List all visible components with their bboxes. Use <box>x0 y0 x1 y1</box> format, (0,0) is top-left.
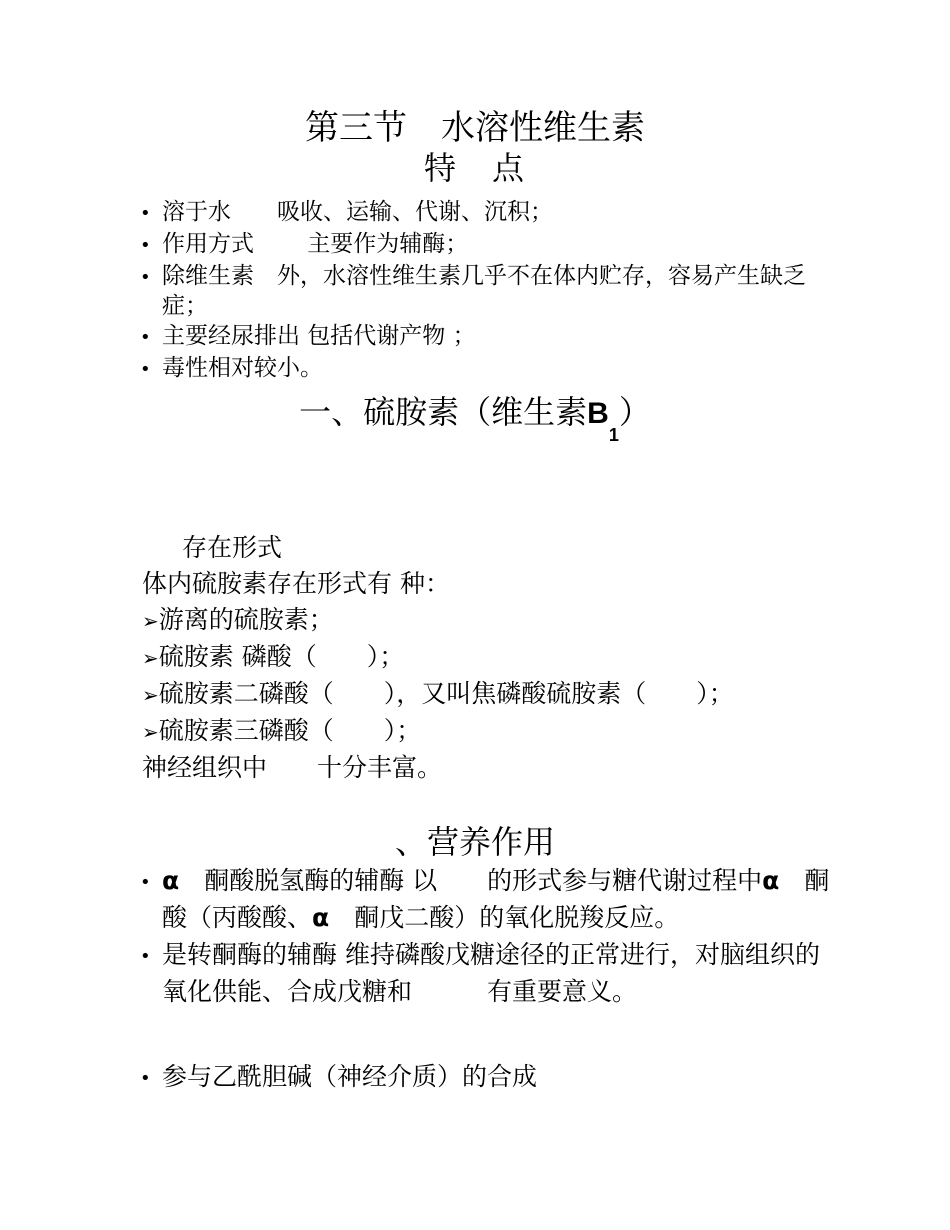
features-heading: 特 点 <box>423 149 526 187</box>
list-item <box>140 936 830 1010</box>
forms-note: 神经组织中 十分丰富。 <box>142 753 443 782</box>
form-text: 硫胺素三磷酸（ ）； <box>158 716 422 745</box>
feature-text: 作用方式 主要作为辅酶； <box>162 231 469 257</box>
alpha-symbol: α <box>312 903 330 932</box>
nutrition-text: 是转酮酶的辅酶 维持磷酸戊糖途径的正常进行，对脑组织的氧化供能、合成戊糖和 有重要意义。 <box>162 940 820 1006</box>
list-item <box>140 862 830 936</box>
nutrition-list <box>140 862 830 1010</box>
list-item <box>140 353 830 385</box>
heading-prefix: 一、硫胺素（维生素 <box>299 393 588 431</box>
heading-subscript: 1 <box>608 425 619 445</box>
bullet-icon: • <box>140 235 151 256</box>
alpha-symbol: α <box>162 866 180 895</box>
form-text: 硫胺素 磷酸（ ）； <box>158 642 405 671</box>
bullet-icon: • <box>140 359 151 380</box>
list-item <box>140 197 830 229</box>
list-item <box>142 676 862 713</box>
list-item <box>140 1058 830 1097</box>
bullet-icon: • <box>140 327 151 348</box>
arrow-icon: ➢ <box>142 609 159 633</box>
feature-text: 除维生素 外，水溶性维生素几乎不在体内贮存，容易产生缺乏症； <box>162 263 806 319</box>
nutrition-list-tail <box>140 1058 830 1097</box>
heading-letter: B <box>587 397 609 430</box>
list-item <box>142 639 862 676</box>
bullet-icon: • <box>140 267 151 288</box>
forms-subheading: 存在形式 <box>182 533 283 562</box>
nutrition-text-part: 酮酸脱氢酶的辅酶 以 的形式参与糖代谢过程中 <box>179 866 763 895</box>
list-item <box>140 321 830 353</box>
nutrition-text <box>162 862 830 936</box>
nutrition-text-part: 酮戊二酸）的氧化脱羧反应。 <box>329 903 680 932</box>
bullet-icon: • <box>140 203 151 224</box>
arrow-icon: ➢ <box>142 646 159 670</box>
bullet-icon: • <box>140 872 151 893</box>
bullet-icon: • <box>140 1068 151 1089</box>
arrow-icon: ➢ <box>142 720 159 744</box>
form-text: 硫胺素二磷酸（ ），又叫焦磷酸硫胺素（ ）； <box>158 679 734 708</box>
nutrition-text: 参与乙酰胆碱（神经介质）的合成 <box>162 1062 538 1091</box>
feature-text: 毒性相对较小。 <box>162 355 323 381</box>
feature-text: 溶于水 吸收、运输、代谢、沉积； <box>162 199 553 225</box>
forms-block <box>142 530 862 786</box>
bullet-icon: • <box>140 946 151 967</box>
feature-text: 主要经尿排出 包括代谢产物 ； <box>162 323 476 349</box>
section-heading-thiamine <box>0 387 950 445</box>
list-item <box>142 602 862 639</box>
features-list <box>140 197 830 385</box>
form-text: 游离的硫胺素； <box>158 605 334 634</box>
arrow-icon: ➢ <box>142 683 159 707</box>
list-item <box>140 261 830 321</box>
list-item <box>142 713 862 750</box>
list-item <box>140 229 830 261</box>
section-heading-nutrition: 、营养作用 <box>394 823 555 861</box>
page-title: 第三节 水溶性维生素 <box>305 108 645 148</box>
heading-suffix: ） <box>618 393 651 431</box>
alpha-symbol: α <box>762 866 780 895</box>
nutrition-text-part: 酮酸（丙酸酸、 <box>162 866 830 932</box>
forms-intro: 体内硫胺素存在形式有 种： <box>142 569 450 598</box>
